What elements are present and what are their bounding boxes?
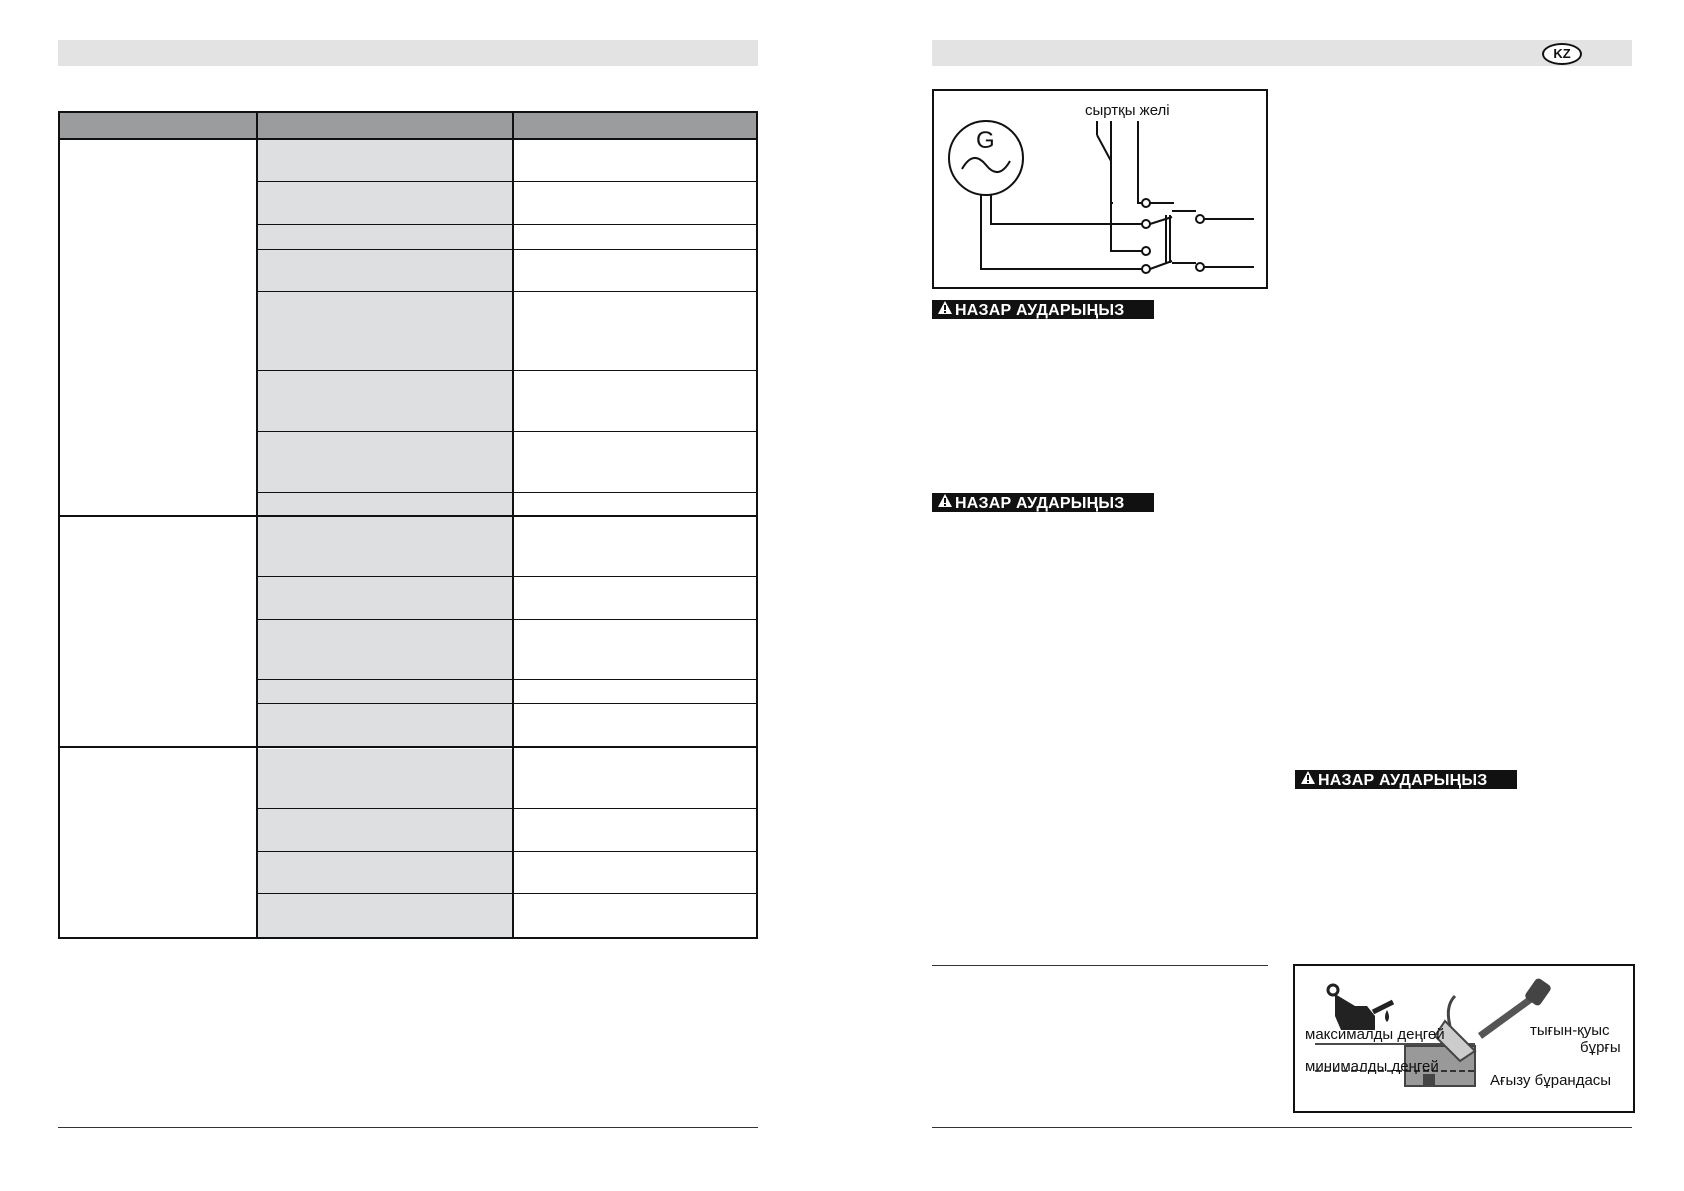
warning-icon — [937, 300, 953, 320]
table-divider — [60, 138, 756, 140]
table-cell — [258, 432, 512, 492]
table-cell — [258, 140, 512, 181]
warning-text: НАЗАР АУДАРЫҢЫЗ — [955, 302, 1125, 319]
table-divider — [258, 893, 756, 894]
table-divider — [258, 224, 756, 225]
section-divider — [932, 965, 1268, 966]
table-cell — [258, 182, 512, 224]
table-cell — [258, 894, 512, 937]
table-cell — [258, 749, 512, 808]
filler-label-line1: тығын-қуыс — [1530, 1022, 1610, 1039]
min-level-label: минималды деңгей — [1305, 1058, 1439, 1075]
oil-level-figure — [1293, 964, 1635, 1113]
wiring-diagram-drawing — [934, 91, 1266, 287]
table-divider — [258, 576, 756, 577]
table-divider — [258, 249, 756, 250]
table-cell — [258, 250, 512, 291]
table-divider — [258, 679, 756, 680]
table-divider — [258, 492, 756, 493]
table-cell — [258, 704, 512, 746]
table-cell — [258, 493, 512, 515]
right-footer-line — [932, 1127, 1632, 1128]
generator-letter: G — [976, 127, 995, 154]
warning-text: НАЗАР АУДАРЫҢЫЗ — [955, 495, 1125, 512]
warning-icon — [1300, 770, 1316, 790]
drain-screw-label: Ағызу бұрандасы — [1490, 1072, 1612, 1089]
table-cell — [258, 620, 512, 679]
table-divider — [258, 851, 756, 852]
table-cell — [258, 680, 512, 703]
table-divider — [60, 746, 756, 748]
table-divider — [258, 181, 756, 182]
troubleshooting-table — [58, 111, 758, 939]
table-cell — [258, 517, 512, 576]
table-divider — [512, 113, 514, 937]
table-cell — [258, 809, 512, 851]
table-header-row — [60, 113, 756, 139]
right-header-bar — [932, 40, 1632, 66]
table-divider — [258, 619, 756, 620]
warning-label — [932, 493, 1154, 512]
filler-label-line2: бұрғы — [1580, 1039, 1621, 1056]
mains-label: сыртқы желі — [1085, 102, 1170, 119]
warning-label — [932, 300, 1154, 319]
left-header-bar — [58, 40, 758, 66]
left-footer-line — [58, 1127, 758, 1128]
table-divider — [258, 808, 756, 809]
table-cell — [258, 371, 512, 431]
table-divider — [258, 703, 756, 704]
table-cell — [258, 852, 512, 893]
table-cell — [258, 292, 512, 370]
table-divider — [256, 113, 258, 937]
table-divider — [258, 370, 756, 371]
table-divider — [258, 291, 756, 292]
warning-text: НАЗАР АУДАРЫҢЫЗ — [1318, 772, 1488, 789]
table-cell — [258, 225, 512, 249]
warning-icon — [937, 493, 953, 513]
wiring-diagram — [932, 89, 1268, 289]
max-level-label: максималды деңгей — [1305, 1026, 1445, 1043]
table-divider — [258, 431, 756, 432]
table-divider — [60, 515, 756, 517]
warning-label — [1295, 770, 1517, 789]
country-badge: KZ — [1542, 43, 1582, 65]
table-cell — [258, 577, 512, 619]
